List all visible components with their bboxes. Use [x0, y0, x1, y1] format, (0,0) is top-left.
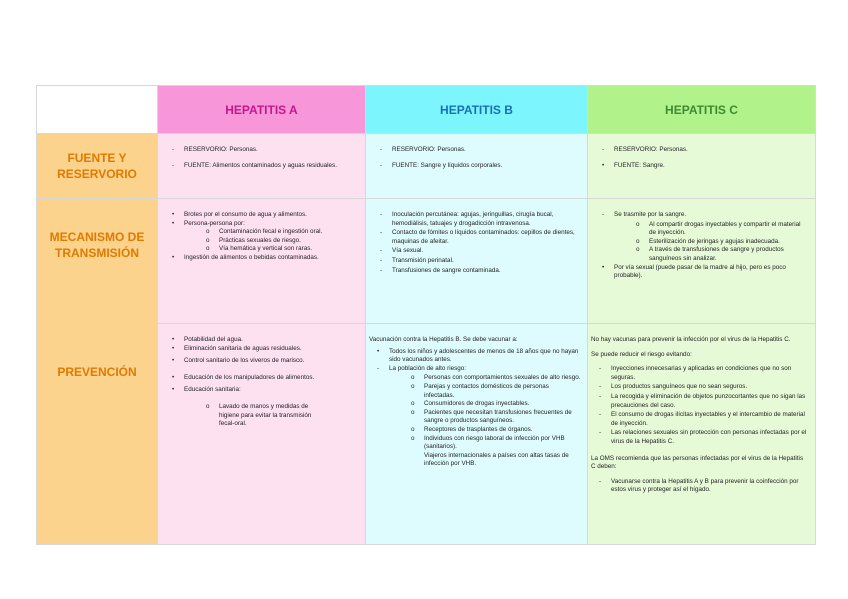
list-item: - El consumo de drogas ilícitas inyectables y el intercambio de material de inyección. [591, 411, 809, 428]
list-item: o Receptores de trasplantes de órganos. [369, 426, 581, 435]
list-item: - Transmisión perinatal. [372, 257, 581, 266]
list-item: o Prácticas sexuales de riesgo. [164, 237, 359, 246]
list-item: • Eliminación sanitaria de aguas residuales. [164, 345, 359, 354]
list-item: o Al compartir drogas inyectables y compartir el material de inyección. [594, 221, 809, 238]
row-header-prevencion-label: PREVENCIÓN [57, 365, 137, 379]
list-item: - Los productos sanguíneos que no sean seguros. [591, 383, 809, 392]
list-item: • Brotes por el consumo de agua y alimentos. [164, 211, 359, 220]
row-header-fuente [37, 134, 158, 199]
list-item: • Potabilidad del agua. [164, 336, 359, 345]
list-item: • Educación de los manipuladores de alimentos. [164, 374, 359, 383]
list-item: • FUENTE: Sangre. [594, 162, 809, 171]
cell-mecanismo-a [158, 199, 366, 324]
list-item: - Transfusiones de sangre contaminada. [372, 267, 581, 276]
list-item: - RESERVORIO: Personas. [594, 146, 809, 155]
list-item: o Lavado de manos y medidas de higiene para evitar la transmisión fecal-oral. [164, 403, 359, 429]
list-item: - Inoculación percutánea: agujas, jeringuillas, cirugía bucal, hemodiálisis, tatuajes y drogadicción intravenosa. [372, 211, 581, 228]
cell-mecanismo-c [588, 199, 816, 324]
list-item: o Individuos con riesgo laboral de infección por VHB (sanitarios). [369, 435, 581, 452]
list-item: - Inyecciones innecesarias y aplicadas en condiciones que no son seguras. [591, 365, 809, 382]
cell-fuente-a [158, 134, 366, 199]
row-header-mecanismo-label: MECANISMO DE TRANSMISIÓN [49, 230, 145, 260]
list-item: - Vacunarse contra la Hepatitis A y B para prevenir la coinfección por estos virus y proteger así el hígado. [591, 478, 809, 495]
cell-fuente-b [366, 134, 588, 199]
paragraph: La OMS recomienda que las personas infectadas por el virus de la Hepatitis C deben: [591, 454, 804, 471]
row-header-mecanismo [37, 199, 158, 324]
list-item: • Por vía sexual (puede pasar de la madre al hijo, pero es poco probable). [594, 264, 809, 281]
list-item: o Parejas y contactos domésticos de personas infectadas. [369, 383, 581, 400]
list-item: - La población de alto riesgo: [369, 365, 581, 374]
header-hepatitis-c: HEPATITIS C [588, 86, 816, 134]
paragraph: No hay vacunas para prevenir la infección por el virus de la Hepatitis C. [591, 336, 791, 343]
list-item: • Ingestión de alimentos o bebidas contaminadas. [164, 254, 359, 263]
list-item: o A través de transfusiones de sangre y productos sanguíneos sin analizar. [594, 246, 809, 263]
list-item: • Control sanitario de los viveros de marisco. [164, 357, 359, 366]
row-header-fuente-label: FUENTE Y RESERVORIO [57, 151, 137, 181]
list-item: - Se trasmite por la sangre. [594, 211, 809, 220]
header-hepatitis-b: HEPATITIS B [366, 86, 588, 134]
cell-fuente-c [588, 134, 816, 199]
list-item: • Educación sanitaria: [164, 386, 359, 395]
list-item: o Consumidores de drogas inyectables. [369, 400, 581, 409]
list-item: - Las relaciones sexuales sin protección con personas infectadas por el virus de la Hepatitis C. [591, 429, 809, 446]
list-item: o Contaminación fecal e ingestión oral. [164, 228, 359, 237]
paragraph: Vacunación contra la Hepatitis B. Se debe vacunar a: [369, 336, 518, 343]
list-item: - FUENTE: Alimentos contaminados y aguas residuales. [164, 162, 359, 171]
list-item: • Todos los niños y adolescentes de menos de 18 años que no hayan sido vacunados antes. [369, 348, 581, 365]
list-item: o Pacientes que necesitan transfusiones frecuentes de sangre o productos sanguíneos. [369, 409, 581, 426]
list-item: - RESERVORIO: Personas. [372, 146, 581, 155]
cell-prevencion-c [588, 324, 816, 545]
cell-mecanismo-b [366, 199, 588, 324]
list-item: o Vía hemática y vertical son raras. [164, 245, 359, 254]
row-header-prevencion [37, 324, 158, 545]
list-item: o Personas con comportamientos sexuales de alto riesgo. [369, 374, 581, 383]
hepatitis-comparison-table [36, 85, 816, 545]
list-item: o Esterilización de jeringas y agujas inadecuada. [594, 238, 809, 247]
list-item: • Persona-persona por: [164, 220, 359, 229]
list-item: - RESERVORIO: Personas. [164, 146, 359, 155]
list-item: - La recogida y eliminación de objetos punzocortantes que no sigan las precauciones del caso. [591, 393, 809, 410]
list-item: - Vía sexual. [372, 247, 581, 256]
header-hepatitis-a: HEPATITIS A [158, 86, 366, 134]
list-item: - Contacto de fómites o líquidos contaminados: cepillos de dientes, maquinas de afeitar. [372, 229, 581, 246]
cell-prevencion-a [158, 324, 366, 545]
cell-prevencion-b [366, 324, 588, 545]
list-item: - FUENTE: Sangre y líquidos corporales. [372, 162, 581, 171]
table-corner [37, 86, 158, 134]
list-item: Viajeros internacionales a países con altas tasas de infección por VHB. [424, 451, 569, 468]
paragraph: Se puede reducir el riesgo evitando: [591, 350, 692, 358]
